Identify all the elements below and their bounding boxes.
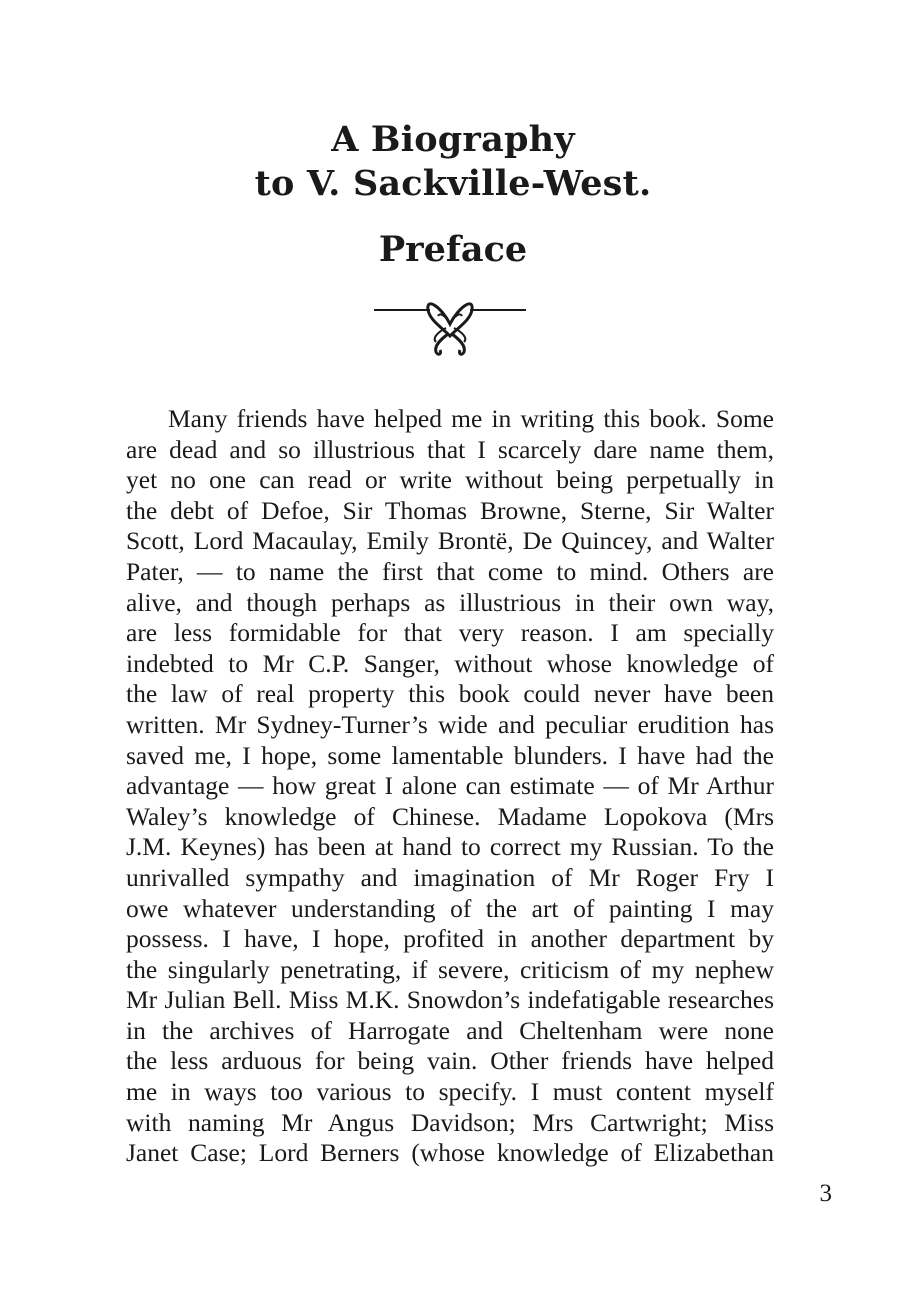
body-line: the singularly penetrating, if severe, criticism of my nephew — [126, 954, 774, 984]
heart-fleuron-icon — [370, 288, 530, 360]
body-line: possess. I have, I hope, profited in another department by — [126, 924, 774, 954]
body-line: yet no one can read or write without being perpetually in — [126, 465, 774, 495]
body-line: unrivalled sympathy and imagination of Mr Roger Fry I — [126, 862, 774, 892]
body-line: written. Mr Sydney-Turner’s wide and peculiar erudition has — [126, 709, 774, 739]
body-line: Pater, — to name the first that come to mind. Others are — [126, 556, 774, 586]
body-line: advantage — how great I alone can estimate — of Mr Arthur — [126, 771, 774, 801]
body-line: Many friends have helped me in writing this book. Some — [168, 404, 774, 433]
page-number: 3 — [819, 1180, 832, 1207]
body-line: Waley’s knowledge of Chinese. Madame Lopokova (Mrs — [126, 801, 774, 831]
body-line: indebted to Mr C.P. Sanger, without whose knowledge of — [126, 648, 774, 678]
body-line: J.M. Keynes) has been at hand to correct my Russian. To the — [126, 832, 774, 862]
book-title: A Biography — [331, 119, 575, 160]
body-line: the less arduous for being vain. Other friends have helped — [126, 1046, 774, 1076]
body-line: saved me, I hope, some lamentable blunders. I have had the — [126, 740, 774, 770]
body-line: the law of real property this book could never have been — [126, 679, 774, 709]
section-heading: Preface — [378, 229, 528, 270]
body-line: Janet Case; Lord Berners (whose knowledge of Elizabethan — [126, 1138, 774, 1168]
body-line: alive, and though perhaps as illustrious in their own way, — [126, 587, 774, 617]
body-line: me in ways too various to specify. I must content myself — [126, 1077, 774, 1107]
body-line: Mr Julian Bell. Miss M.K. Snowdon’s indefatigable researches — [126, 985, 774, 1015]
body-line: Scott, Lord Macaulay, Emily Brontë, De Quincey, and Walter — [126, 526, 774, 556]
body-line: are less formidable for that very reason. I am specially — [126, 618, 774, 648]
body-line: the debt of Defoe, Sir Thomas Browne, Sterne, Sir Walter — [126, 495, 774, 525]
body-line: owe whatever understanding of the art of painting I may — [126, 893, 774, 923]
body-line: are dead and so illustrious that I scarcely dare name them, — [126, 434, 774, 464]
body-line: in the archives of Harrogate and Cheltenham were none — [126, 1015, 774, 1045]
book-dedication: to V. Sackville-West. — [254, 163, 652, 204]
body-line: with naming Mr Angus Davidson; Mrs Cartwright; Miss — [126, 1107, 774, 1137]
preface-body — [126, 404, 774, 1169]
title-block — [0, 118, 906, 206]
